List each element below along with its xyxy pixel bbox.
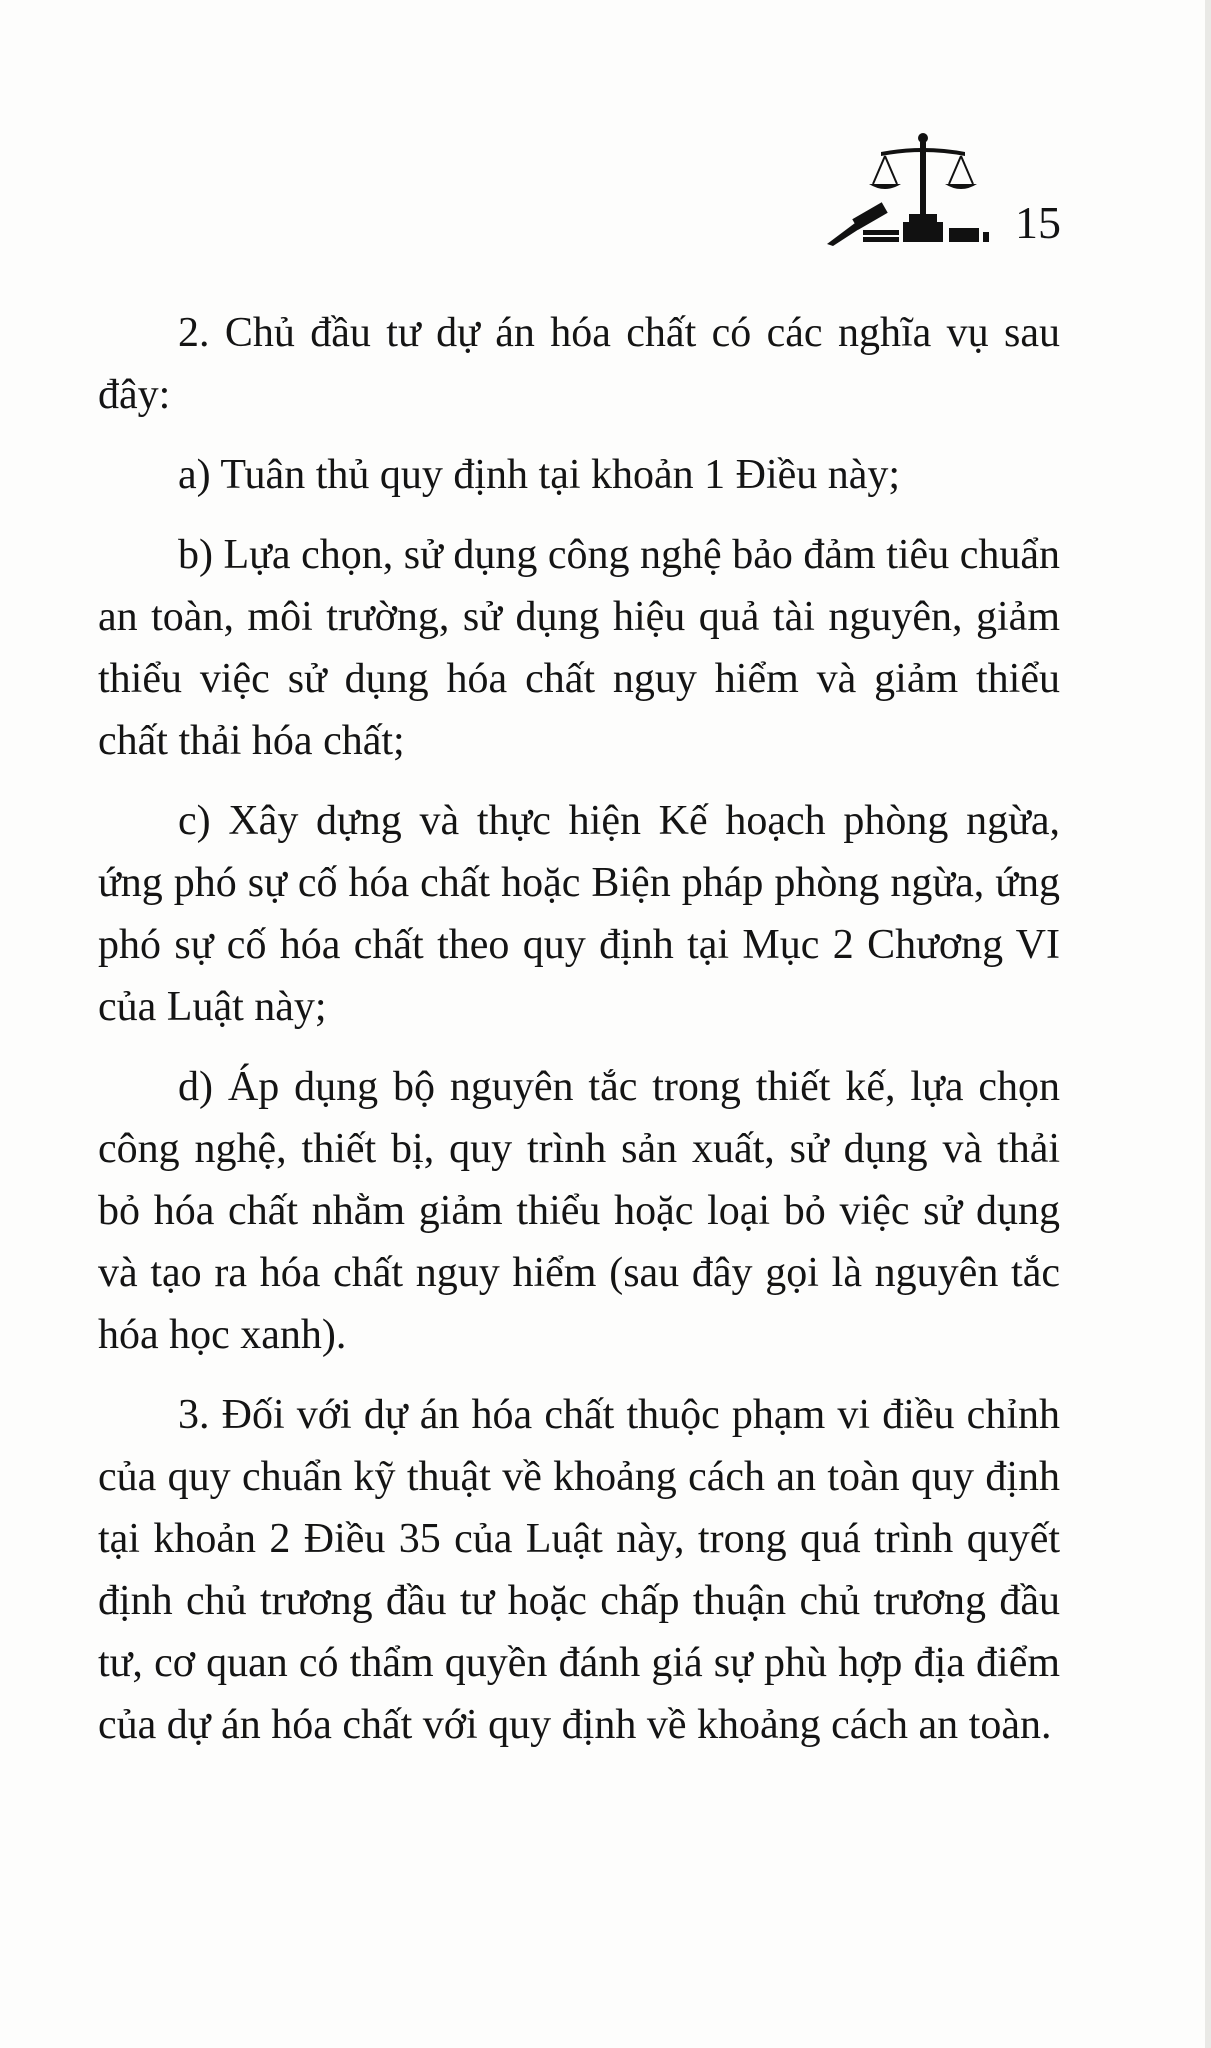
- page-number: 15: [1015, 197, 1061, 248]
- paragraph-clause-3: 3. Đối với dự án hóa chất thuộc phạm vi điều chỉnh của quy chuẩn kỹ thuật về khoảng cách an toàn quy định tại khoản 2 Điều 35 của Luật này, trong quá trình quyết định chủ trương đầu tư hoặc chấp thuận chủ trương đầu tư, cơ quan có thẩm quyền đánh giá sự phù hợp địa điểm của dự án hóa chất với quy định về khoảng cách an toàn.: [98, 1392, 1060, 1748]
- paragraph-clause-2c: c) Xây dựng và thực hiện Kế hoạch phòng ngừa, ứng phó sự cố hóa chất hoặc Biện pháp phòng ngừa, ứng phó sự cố hóa chất theo quy định tại Mục 2 Chương VI của Luật này;: [98, 798, 1060, 1030]
- document-body: [98, 302, 1060, 1756]
- paragraph-clause-2b: b) Lựa chọn, sử dụng công nghệ bảo đảm tiêu chuẩn an toàn, môi trường, sử dụng hiệu quả tài nguyên, giảm thiểu việc sử dụng hóa chất nguy hiểm và giảm thiểu chất thải hóa chất;: [98, 532, 1060, 764]
- scales-and-gavel-icon: [823, 128, 993, 248]
- scan-edge: [1205, 0, 1211, 2048]
- paragraph-clause-2: 2. Chủ đầu tư dự án hóa chất có các nghĩa vụ sau đây:: [98, 310, 1060, 418]
- paragraph-clause-2d: d) Áp dụng bộ nguyên tắc trong thiết kế, lựa chọn công nghệ, thiết bị, quy trình sản xuất, sử dụng và thải bỏ hóa chất nhằm giảm thiểu hoặc loại bỏ việc sử dụng và tạo ra hóa chất nguy hiểm (sau đây gọi là nguyên tắc hóa học xanh).: [98, 1064, 1060, 1358]
- page-header: [823, 128, 1061, 248]
- paragraph-clause-2a: a) Tuân thủ quy định tại khoản 1 Điều này;: [178, 452, 901, 498]
